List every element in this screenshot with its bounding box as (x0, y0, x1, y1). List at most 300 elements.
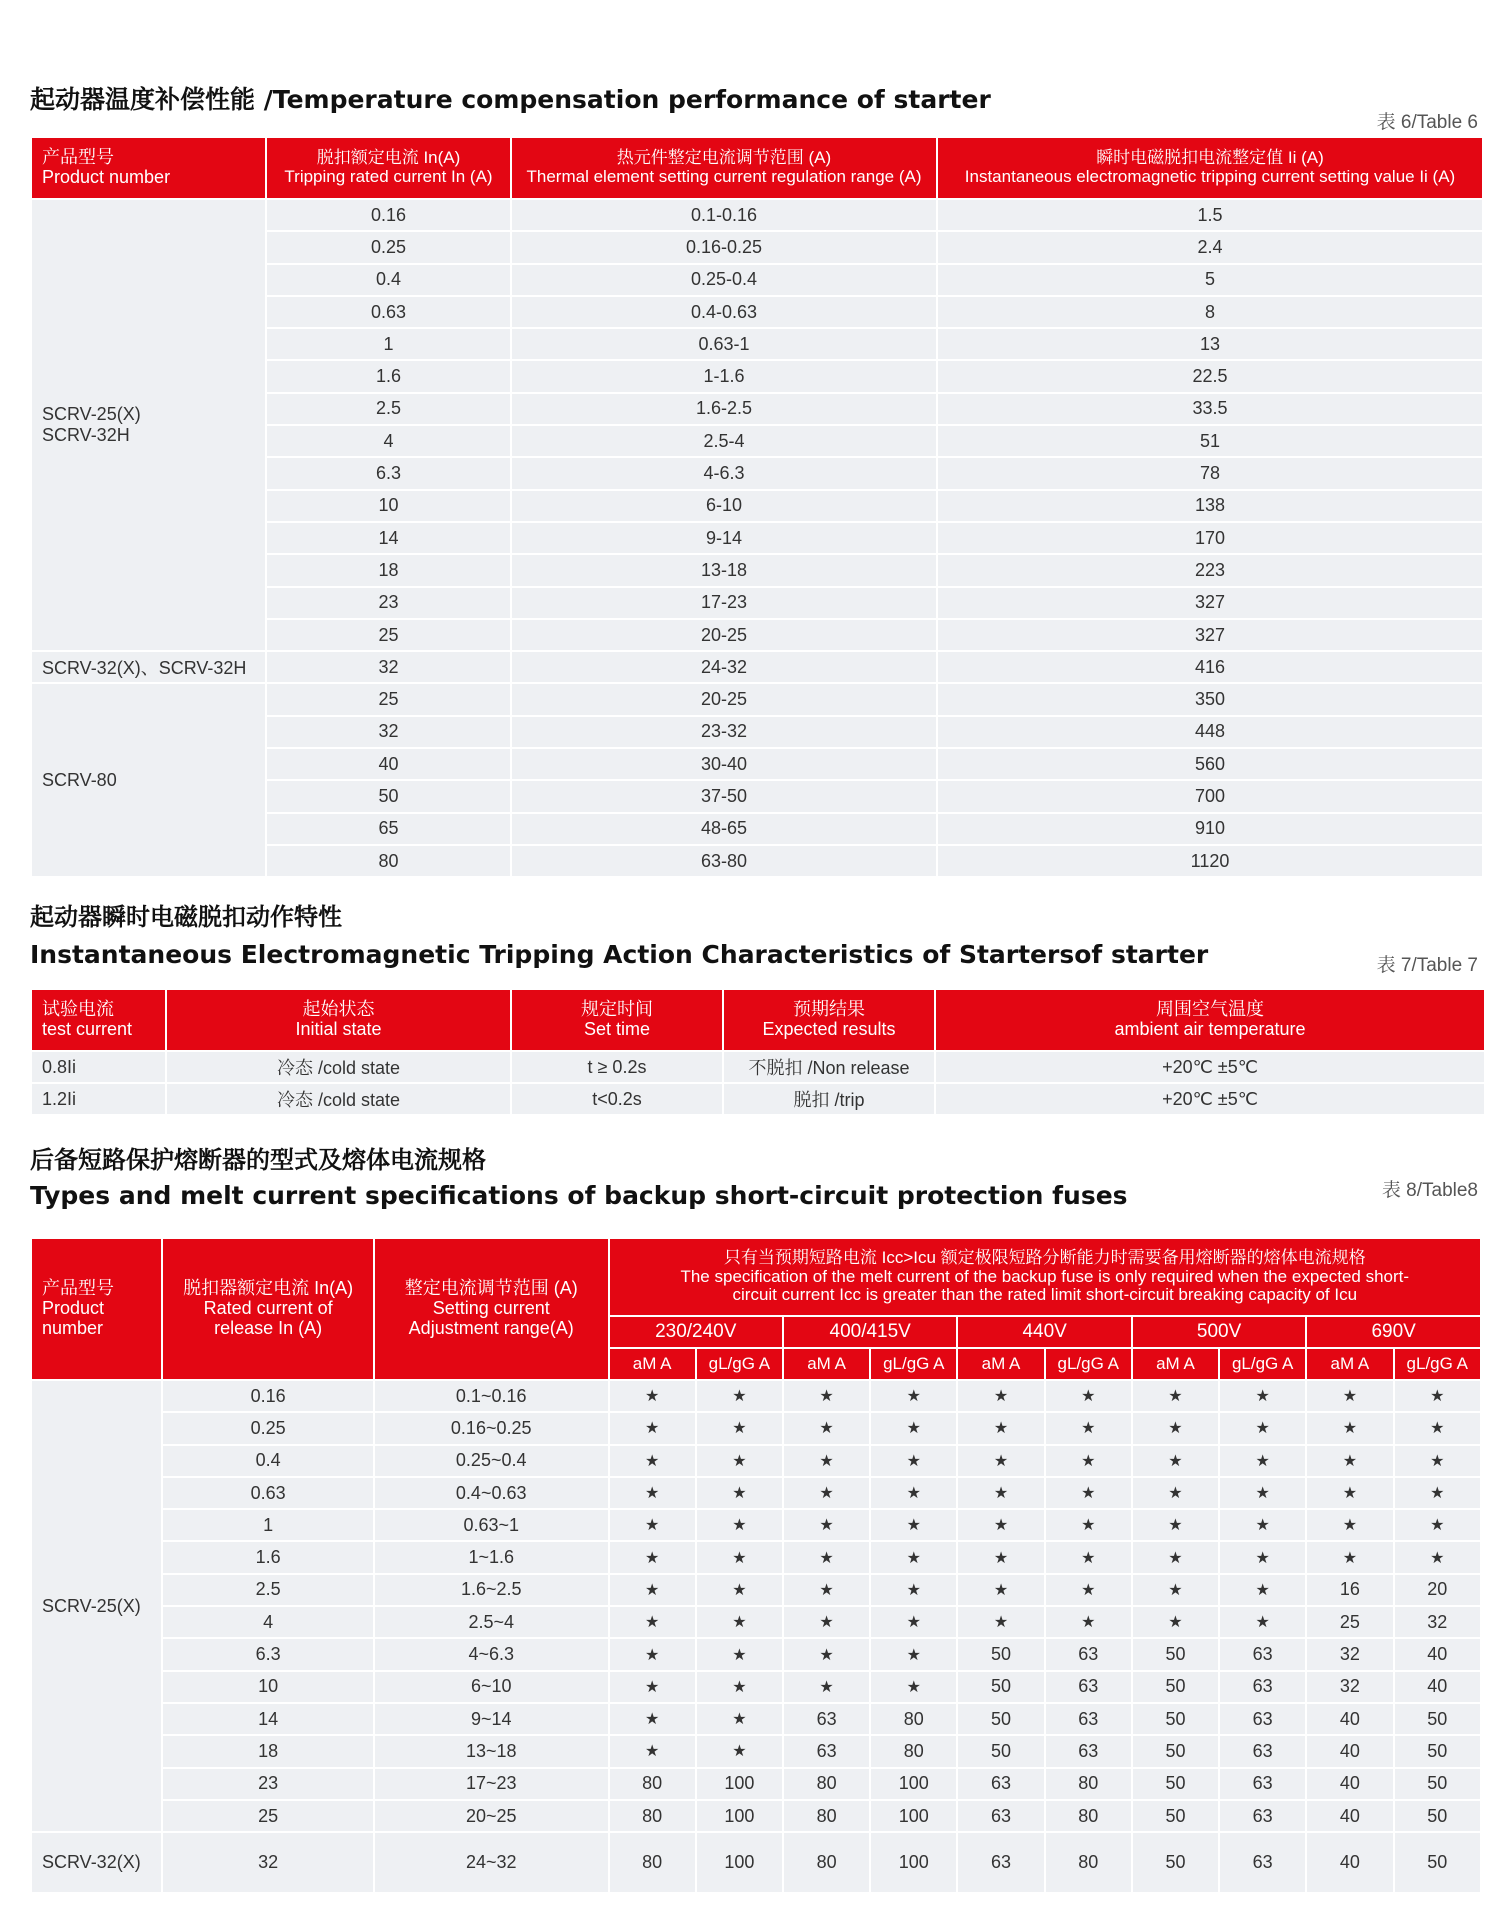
table-row (32, 1052, 1484, 1082)
product-cell: SCRV-80 (32, 684, 265, 876)
value-cell: 80 (784, 1833, 869, 1892)
value-cell: 2.5 (267, 394, 510, 424)
star-icon: ★ (697, 1704, 782, 1734)
value-cell: 6~10 (375, 1672, 608, 1702)
value-cell: 350 (938, 684, 1482, 714)
value-cell: 448 (938, 717, 1482, 747)
fuse-type-header: aM A (1307, 1349, 1392, 1379)
star-icon: ★ (958, 1542, 1043, 1572)
t8-header-setting-current: 整定电流调节范围 (A) Setting current Adjustment range(A) (375, 1239, 608, 1379)
value-cell: 24-32 (512, 652, 936, 682)
value-cell: 63 (958, 1801, 1043, 1831)
value-cell: 23 (267, 588, 510, 618)
star-icon: ★ (1307, 1446, 1392, 1476)
value-cell: 80 (1046, 1769, 1131, 1799)
value-cell: 1.6 (163, 1542, 373, 1572)
table7-label: 表 7/Table 7 (1376, 955, 1478, 976)
section8-title-cn: 后备短路保护熔断器的型式及熔体电流规格 (30, 1146, 486, 1174)
value-cell: 1.6 (267, 361, 510, 391)
table-row (32, 1446, 1480, 1476)
star-icon: ★ (1395, 1478, 1481, 1508)
star-icon: ★ (1046, 1542, 1131, 1572)
fuse-type-header: gL/gG A (697, 1349, 782, 1379)
star-icon: ★ (1133, 1446, 1218, 1476)
t8-header-product: 产品型号 Product number (32, 1239, 161, 1379)
star-icon: ★ (871, 1672, 956, 1702)
value-cell: 10 (163, 1672, 373, 1702)
value-cell: 78 (938, 458, 1482, 488)
value-cell: 416 (938, 652, 1482, 682)
star-icon: ★ (1133, 1413, 1218, 1443)
value-cell: 80 (871, 1736, 956, 1766)
value-cell: 0.1-0.16 (512, 200, 936, 230)
value-cell: 63 (784, 1736, 869, 1766)
value-cell: 0.25-0.4 (512, 265, 936, 295)
value-cell: 0.4 (163, 1446, 373, 1476)
value-cell: 14 (163, 1704, 373, 1734)
value-cell: 6.3 (163, 1639, 373, 1669)
value-cell: 63 (1220, 1833, 1305, 1892)
table-row (32, 1575, 1480, 1605)
value-cell: 0.63-1 (512, 329, 936, 359)
star-icon: ★ (871, 1510, 956, 1540)
star-icon: ★ (1395, 1510, 1481, 1540)
value-cell: 不脱扣 /Non release (724, 1052, 934, 1082)
star-icon: ★ (1133, 1478, 1218, 1508)
star-icon: ★ (1133, 1381, 1218, 1411)
value-cell: 脱扣 /trip (724, 1084, 934, 1114)
value-cell: 1~1.6 (375, 1542, 608, 1572)
value-cell: 20-25 (512, 684, 936, 714)
value-cell: 32 (163, 1833, 373, 1892)
table-row (32, 1736, 1480, 1766)
value-cell: 80 (267, 846, 510, 876)
value-cell: 50 (1395, 1704, 1481, 1734)
value-cell: 50 (1395, 1801, 1481, 1831)
table-row (32, 1510, 1480, 1540)
value-cell: 40 (267, 749, 510, 779)
t6-header-product: 产品型号 Product number (32, 138, 265, 198)
star-icon: ★ (958, 1446, 1043, 1476)
value-cell: 80 (610, 1769, 695, 1799)
value-cell: 2.5 (163, 1575, 373, 1605)
t7-header-set-time: 规定时间 Set time (512, 990, 722, 1050)
value-cell: 1 (163, 1510, 373, 1540)
value-cell: 2.5-4 (512, 426, 936, 456)
star-icon: ★ (1395, 1542, 1481, 1572)
value-cell: 32 (267, 717, 510, 747)
value-cell: 0.25 (163, 1413, 373, 1443)
value-cell: 37-50 (512, 781, 936, 811)
value-cell: 20~25 (375, 1801, 608, 1831)
star-icon: ★ (1395, 1446, 1481, 1476)
value-cell: 0.16-0.25 (512, 232, 936, 262)
value-cell: 80 (784, 1769, 869, 1799)
star-icon: ★ (610, 1413, 695, 1443)
value-cell: 50 (958, 1704, 1043, 1734)
value-cell: 50 (1395, 1736, 1481, 1766)
star-icon: ★ (610, 1607, 695, 1637)
star-icon: ★ (784, 1381, 869, 1411)
star-icon: ★ (1307, 1478, 1392, 1508)
value-cell: 63 (784, 1704, 869, 1734)
value-cell: 40 (1307, 1801, 1392, 1831)
value-cell: 100 (871, 1801, 956, 1831)
value-cell: 33.5 (938, 394, 1482, 424)
star-icon: ★ (784, 1542, 869, 1572)
value-cell: 50 (958, 1736, 1043, 1766)
table-row (32, 1672, 1480, 1702)
value-cell: 14 (267, 523, 510, 553)
value-cell: 100 (871, 1833, 956, 1892)
value-cell: 100 (697, 1769, 782, 1799)
value-cell: 80 (1046, 1801, 1131, 1831)
star-icon: ★ (1307, 1542, 1392, 1572)
value-cell: 25 (267, 684, 510, 714)
value-cell: 冷态 /cold state (167, 1084, 510, 1114)
value-cell: 0.8Ii (32, 1052, 165, 1082)
value-cell: 17~23 (375, 1769, 608, 1799)
value-cell: 63 (1220, 1639, 1305, 1669)
value-cell: 4 (267, 426, 510, 456)
value-cell: 560 (938, 749, 1482, 779)
value-cell: 100 (871, 1769, 956, 1799)
product-cell: SCRV-32(X) (32, 1833, 161, 1892)
value-cell: 6.3 (267, 458, 510, 488)
value-cell: 25 (267, 620, 510, 650)
table8-label: 表 8/Table8 (1381, 1180, 1478, 1201)
value-cell: 13~18 (375, 1736, 608, 1766)
value-cell: 0.4 (267, 265, 510, 295)
value-cell: 50 (1133, 1639, 1218, 1669)
value-cell: 80 (610, 1833, 695, 1892)
value-cell: 1.6-2.5 (512, 394, 936, 424)
star-icon: ★ (784, 1413, 869, 1443)
value-cell: 0.16 (163, 1381, 373, 1411)
star-icon: ★ (871, 1413, 956, 1443)
value-cell: 50 (958, 1639, 1043, 1669)
value-cell: 40 (1395, 1639, 1481, 1669)
star-icon: ★ (610, 1575, 695, 1605)
value-cell: 63 (1046, 1639, 1131, 1669)
star-icon: ★ (1046, 1478, 1131, 1508)
star-icon: ★ (697, 1478, 782, 1508)
value-cell: 63 (1220, 1704, 1305, 1734)
value-cell: t ≥ 0.2s (512, 1052, 722, 1082)
value-cell: 910 (938, 814, 1482, 844)
value-cell: 13-18 (512, 555, 936, 585)
value-cell: 2.4 (938, 232, 1482, 262)
star-icon: ★ (1220, 1575, 1305, 1605)
star-icon: ★ (697, 1736, 782, 1766)
value-cell: 50 (958, 1672, 1043, 1702)
value-cell: 10 (267, 491, 510, 521)
star-icon: ★ (1046, 1446, 1131, 1476)
value-cell: 63 (1220, 1769, 1305, 1799)
value-cell: 40 (1307, 1833, 1392, 1892)
product-cell: SCRV-32(X)、SCRV-32H (32, 652, 265, 682)
t6-header-regulation-range: 热元件整定电流调节范围 (A) Thermal element setting current regulation range (A) (512, 138, 936, 198)
value-cell: 20 (1395, 1575, 1481, 1605)
star-icon: ★ (1220, 1381, 1305, 1411)
value-cell: 100 (697, 1801, 782, 1831)
star-icon: ★ (610, 1736, 695, 1766)
value-cell: 138 (938, 491, 1482, 521)
value-cell: 223 (938, 555, 1482, 585)
table-row (32, 1084, 1484, 1114)
section7-title-cn: 起动器瞬时电磁脱扣动作特性 (30, 903, 342, 931)
star-icon: ★ (610, 1704, 695, 1734)
table-row (32, 1478, 1480, 1508)
star-icon: ★ (1220, 1478, 1305, 1508)
table-row (32, 1542, 1480, 1572)
value-cell: 327 (938, 620, 1482, 650)
table6-label: 表 6/Table 6 (1376, 112, 1478, 133)
value-cell: 0.25~0.4 (375, 1446, 608, 1476)
star-icon: ★ (697, 1510, 782, 1540)
value-cell: 0.63 (267, 297, 510, 327)
value-cell: 63-80 (512, 846, 936, 876)
value-cell: +20℃ ±5℃ (936, 1084, 1484, 1114)
value-cell: 0.25 (267, 232, 510, 262)
section7-title-en: Instantaneous Electromagnetic Tripping Action Characteristics of Startersof starter (30, 940, 1209, 969)
star-icon: ★ (1395, 1413, 1481, 1443)
table-row (32, 1639, 1480, 1669)
fuse-type-header: aM A (610, 1349, 695, 1379)
star-icon: ★ (697, 1381, 782, 1411)
star-icon: ★ (1220, 1446, 1305, 1476)
value-cell: 1 (267, 329, 510, 359)
table-row (32, 1769, 1480, 1799)
section8-title-en: Types and melt current specifications of backup short-circuit protection fuses (30, 1181, 1128, 1210)
star-icon: ★ (871, 1607, 956, 1637)
value-cell: 51 (938, 426, 1482, 456)
value-cell: 9-14 (512, 523, 936, 553)
value-cell: 4-6.3 (512, 458, 936, 488)
fuse-type-header: gL/gG A (1220, 1349, 1305, 1379)
t8-header-fuse-spec: 只有当预期短路电流 Icc>Icu 额定极限短路分断能力时需要备用熔断器的熔体电流规格 The specification of the melt current of the backup fuse is only required when the expected short- circuit current Icc is greater than the rated limit short-circuit breaking capacity of Icu (610, 1239, 1480, 1315)
star-icon: ★ (871, 1542, 956, 1572)
star-icon: ★ (697, 1575, 782, 1605)
table-row (32, 1381, 1480, 1411)
value-cell: 32 (267, 652, 510, 682)
star-icon: ★ (958, 1607, 1043, 1637)
star-icon: ★ (697, 1639, 782, 1669)
star-icon: ★ (697, 1672, 782, 1702)
star-icon: ★ (697, 1413, 782, 1443)
star-icon: ★ (1133, 1510, 1218, 1540)
value-cell: 1.2Ii (32, 1084, 165, 1114)
star-icon: ★ (958, 1381, 1043, 1411)
star-icon: ★ (871, 1446, 956, 1476)
value-cell: 63 (958, 1769, 1043, 1799)
table6 (30, 136, 1484, 878)
star-icon: ★ (958, 1413, 1043, 1443)
product-cell: SCRV-25(X) (32, 1381, 161, 1831)
star-icon: ★ (1220, 1413, 1305, 1443)
value-cell: 700 (938, 781, 1482, 811)
voltage-header: 230/240V (610, 1317, 782, 1347)
value-cell: 50 (1133, 1704, 1218, 1734)
star-icon: ★ (871, 1639, 956, 1669)
value-cell: 65 (267, 814, 510, 844)
star-icon: ★ (871, 1478, 956, 1508)
value-cell: 16 (1307, 1575, 1392, 1605)
star-icon: ★ (610, 1510, 695, 1540)
value-cell: 80 (784, 1801, 869, 1831)
star-icon: ★ (610, 1639, 695, 1669)
t6-header-rated-current: 脱扣额定电流 In(A) Tripping rated current In (A) (267, 138, 510, 198)
value-cell: 63 (1220, 1736, 1305, 1766)
value-cell: 17-23 (512, 588, 936, 618)
value-cell: 13 (938, 329, 1482, 359)
star-icon: ★ (1133, 1607, 1218, 1637)
star-icon: ★ (1307, 1510, 1392, 1540)
value-cell: 48-65 (512, 814, 936, 844)
star-icon: ★ (1307, 1381, 1392, 1411)
value-cell: 18 (163, 1736, 373, 1766)
t7-header-expected-results: 预期结果 Expected results (724, 990, 934, 1050)
section6-title: 起动器温度补偿性能 /Temperature compensation performance of starter (30, 85, 991, 114)
value-cell: 18 (267, 555, 510, 585)
star-icon: ★ (1133, 1542, 1218, 1572)
table-row (32, 1833, 1480, 1892)
value-cell: 170 (938, 523, 1482, 553)
value-cell: 6-10 (512, 491, 936, 521)
fuse-type-header: aM A (784, 1349, 869, 1379)
value-cell: 23-32 (512, 717, 936, 747)
value-cell: 50 (1133, 1672, 1218, 1702)
value-cell: 0.1~0.16 (375, 1381, 608, 1411)
table-row (32, 1413, 1480, 1443)
value-cell: 0.16 (267, 200, 510, 230)
value-cell: 8 (938, 297, 1482, 327)
value-cell: 32 (1307, 1672, 1392, 1702)
value-cell: 1.5 (938, 200, 1482, 230)
fuse-type-header: gL/gG A (871, 1349, 956, 1379)
star-icon: ★ (784, 1510, 869, 1540)
star-icon: ★ (610, 1446, 695, 1476)
value-cell: 30-40 (512, 749, 936, 779)
value-cell: 327 (938, 588, 1482, 618)
value-cell: 63 (1220, 1672, 1305, 1702)
value-cell: 80 (871, 1704, 956, 1734)
star-icon: ★ (1307, 1413, 1392, 1443)
table-row (32, 200, 1482, 230)
table-row (32, 1704, 1480, 1734)
value-cell: 80 (1046, 1833, 1131, 1892)
value-cell: 50 (1133, 1736, 1218, 1766)
table-row (32, 684, 1482, 714)
value-cell: 25 (1307, 1607, 1392, 1637)
star-icon: ★ (697, 1542, 782, 1572)
fuse-type-header: gL/gG A (1395, 1349, 1481, 1379)
star-icon: ★ (610, 1672, 695, 1702)
table-row (32, 1607, 1480, 1637)
value-cell: 2.5~4 (375, 1607, 608, 1637)
star-icon: ★ (1395, 1381, 1481, 1411)
star-icon: ★ (871, 1381, 956, 1411)
star-icon: ★ (784, 1575, 869, 1605)
star-icon: ★ (784, 1672, 869, 1702)
fuse-type-header: aM A (958, 1349, 1043, 1379)
value-cell: 22.5 (938, 361, 1482, 391)
star-icon: ★ (784, 1446, 869, 1476)
star-icon: ★ (1046, 1607, 1131, 1637)
value-cell: 0.4-0.63 (512, 297, 936, 327)
value-cell: 63 (1220, 1801, 1305, 1831)
t6-header-instantaneous: 瞬时电磁脱扣电流整定值 Ii (A) Instantaneous electromagnetic tripping current setting value Ii (A) (938, 138, 1482, 198)
value-cell: t<0.2s (512, 1084, 722, 1114)
value-cell: 5 (938, 265, 1482, 295)
fuse-type-header: gL/gG A (1046, 1349, 1131, 1379)
star-icon: ★ (697, 1446, 782, 1476)
star-icon: ★ (784, 1607, 869, 1637)
value-cell: 50 (1133, 1769, 1218, 1799)
star-icon: ★ (958, 1575, 1043, 1605)
star-icon: ★ (958, 1510, 1043, 1540)
star-icon: ★ (1046, 1381, 1131, 1411)
star-icon: ★ (1220, 1607, 1305, 1637)
value-cell: +20℃ ±5℃ (936, 1052, 1484, 1082)
value-cell: 0.63 (163, 1478, 373, 1508)
value-cell: 80 (610, 1801, 695, 1831)
value-cell: 1.6~2.5 (375, 1575, 608, 1605)
star-icon: ★ (1046, 1510, 1131, 1540)
voltage-header: 440V (958, 1317, 1130, 1347)
value-cell: 50 (1133, 1801, 1218, 1831)
value-cell: 25 (163, 1801, 373, 1831)
value-cell: 40 (1395, 1672, 1481, 1702)
value-cell: 63 (1046, 1736, 1131, 1766)
table7 (30, 988, 1486, 1116)
value-cell: 0.16~0.25 (375, 1413, 608, 1443)
value-cell: 40 (1307, 1736, 1392, 1766)
value-cell: 0.4~0.63 (375, 1478, 608, 1508)
product-cell: SCRV-25(X) SCRV-32H (32, 200, 265, 650)
fuse-type-header: aM A (1133, 1349, 1218, 1379)
star-icon: ★ (1133, 1575, 1218, 1605)
value-cell: 50 (1133, 1833, 1218, 1892)
value-cell: 24~32 (375, 1833, 608, 1892)
star-icon: ★ (610, 1381, 695, 1411)
value-cell: 4~6.3 (375, 1639, 608, 1669)
star-icon: ★ (784, 1639, 869, 1669)
table8 (30, 1237, 1482, 1894)
t7-header-ambient-temp: 周围空气温度 ambient air temperature (936, 990, 1484, 1050)
star-icon: ★ (1046, 1575, 1131, 1605)
value-cell: 1120 (938, 846, 1482, 876)
star-icon: ★ (958, 1478, 1043, 1508)
star-icon: ★ (697, 1607, 782, 1637)
voltage-header: 500V (1133, 1317, 1305, 1347)
star-icon: ★ (784, 1478, 869, 1508)
t7-header-test-current: 试验电流 test current (32, 990, 165, 1050)
star-icon: ★ (1220, 1510, 1305, 1540)
star-icon: ★ (610, 1478, 695, 1508)
value-cell: 50 (1395, 1833, 1481, 1892)
t7-header-initial-state: 起始状态 Initial state (167, 990, 510, 1050)
value-cell: 40 (1307, 1704, 1392, 1734)
value-cell: 23 (163, 1769, 373, 1799)
value-cell: 63 (1046, 1672, 1131, 1702)
value-cell: 40 (1307, 1769, 1392, 1799)
value-cell: 9~14 (375, 1704, 608, 1734)
voltage-header: 690V (1307, 1317, 1480, 1347)
value-cell: 63 (958, 1833, 1043, 1892)
value-cell: 冷态 /cold state (167, 1052, 510, 1082)
voltage-header: 400/415V (784, 1317, 956, 1347)
